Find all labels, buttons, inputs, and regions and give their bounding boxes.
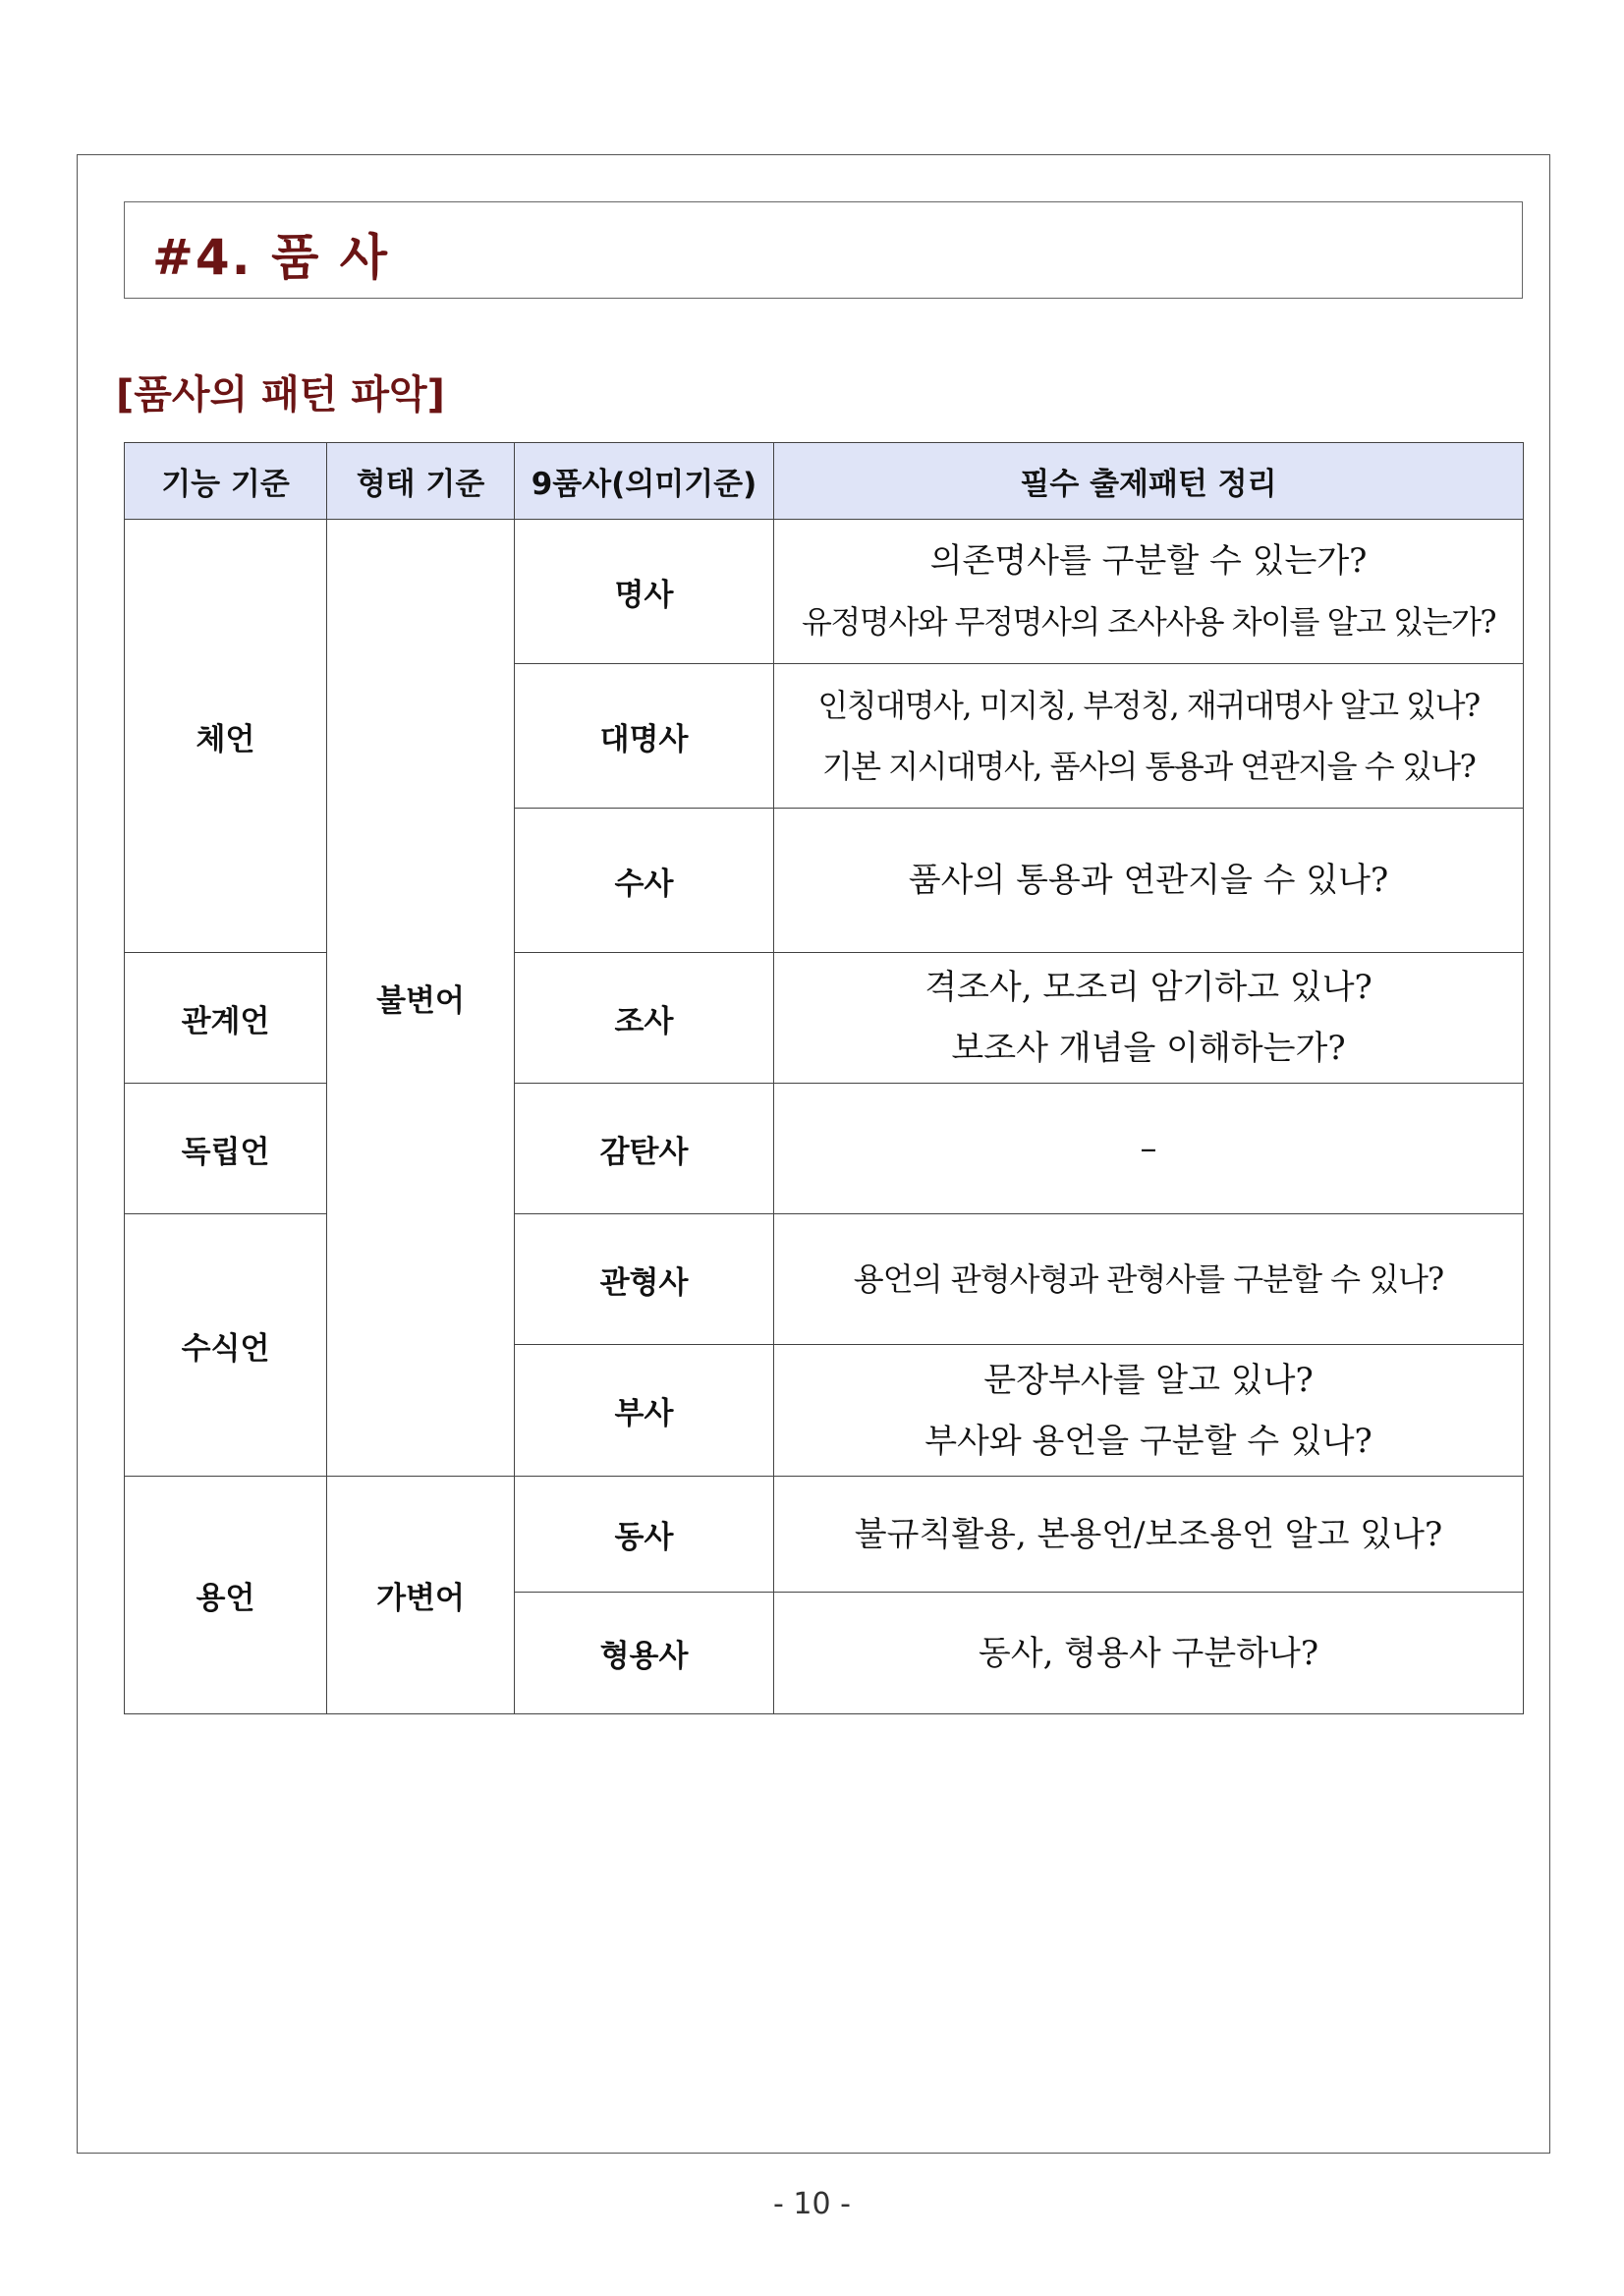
pattern-cell — [774, 1214, 1524, 1345]
header-patterns: 필수 출제패턴 정리 — [774, 443, 1524, 520]
pos-cell: 조사 — [515, 953, 774, 1084]
table-header-row — [125, 443, 1524, 520]
functional-cheeon: 체언 — [125, 520, 327, 953]
pos-cell: 관형사 — [515, 1214, 774, 1345]
pattern-line: 인칭대명사, 미지칭, 부정칭, 재귀대명사 알고 있나? — [817, 687, 1480, 724]
page-number: - 10 - — [773, 2187, 851, 2221]
table-row — [125, 1477, 1524, 1593]
pos-cell: 형용사 — [515, 1593, 774, 1714]
functional-susigeon: 수식언 — [125, 1214, 327, 1477]
pos-cell: 수사 — [515, 809, 774, 953]
pos-cell: 동사 — [515, 1477, 774, 1593]
pattern-cell — [774, 1593, 1524, 1714]
pos-cell: 명사 — [515, 520, 774, 664]
parts-of-speech-table — [124, 442, 1524, 1714]
pattern-line: 문장부사를 알고 있나? — [983, 1360, 1314, 1400]
pos-cell: 부사 — [515, 1345, 774, 1477]
form-bulbyeoneo: 불변어 — [327, 520, 515, 1477]
pos-cell: 감탄사 — [515, 1084, 774, 1214]
pattern-cell — [774, 953, 1524, 1084]
pattern-cell — [774, 520, 1524, 664]
functional-gwangyeeon: 관계언 — [125, 953, 327, 1084]
pattern-line: 품사의 통용과 연관지을 수 있나? — [908, 861, 1389, 900]
pattern-cell — [774, 1084, 1524, 1214]
header-nine-pos: 9품사(의미기준) — [515, 443, 774, 520]
pattern-cell — [774, 1477, 1524, 1593]
pattern-line: 격조사, 모조리 암기하고 있나? — [924, 968, 1372, 1007]
table-row — [125, 520, 1524, 664]
pattern-line: – — [1140, 1129, 1157, 1168]
pattern-cell — [774, 1345, 1524, 1477]
pattern-line: 기본 지시대명사, 품사의 통용과 연관지을 수 있나? — [821, 748, 1476, 785]
header-functional: 기능 기준 — [125, 443, 327, 520]
pattern-line: 부사와 용언을 구분할 수 있나? — [924, 1421, 1372, 1461]
pattern-line: 보조사 개념을 이해하는가? — [951, 1029, 1346, 1068]
header-form: 형태 기준 — [327, 443, 515, 520]
pattern-line: 불규칙활용, 본용언/보조용언 알고 있나? — [854, 1514, 1443, 1554]
pos-cell: 대명사 — [515, 664, 774, 809]
title-box — [124, 201, 1523, 299]
pattern-line: 유정명사와 무정명사의 조사사용 차이를 알고 있는가? — [801, 603, 1496, 641]
pattern-line: 동사, 형용사 구분하나? — [978, 1633, 1319, 1673]
pattern-cell — [774, 809, 1524, 953]
functional-dongnibeon: 독립언 — [125, 1084, 327, 1214]
pattern-line: 의존명사를 구분할 수 있는가? — [929, 541, 1368, 581]
section-subtitle: [품사의 패턴 파악] — [116, 372, 445, 418]
functional-yongeon: 용언 — [125, 1477, 327, 1714]
page-title: #4. 품 사 — [152, 229, 390, 286]
form-gabyeoneo: 가변어 — [327, 1477, 515, 1714]
pattern-line: 용언의 관형사형과 관형사를 구분할 수 있나? — [853, 1260, 1444, 1298]
pattern-cell — [774, 664, 1524, 809]
